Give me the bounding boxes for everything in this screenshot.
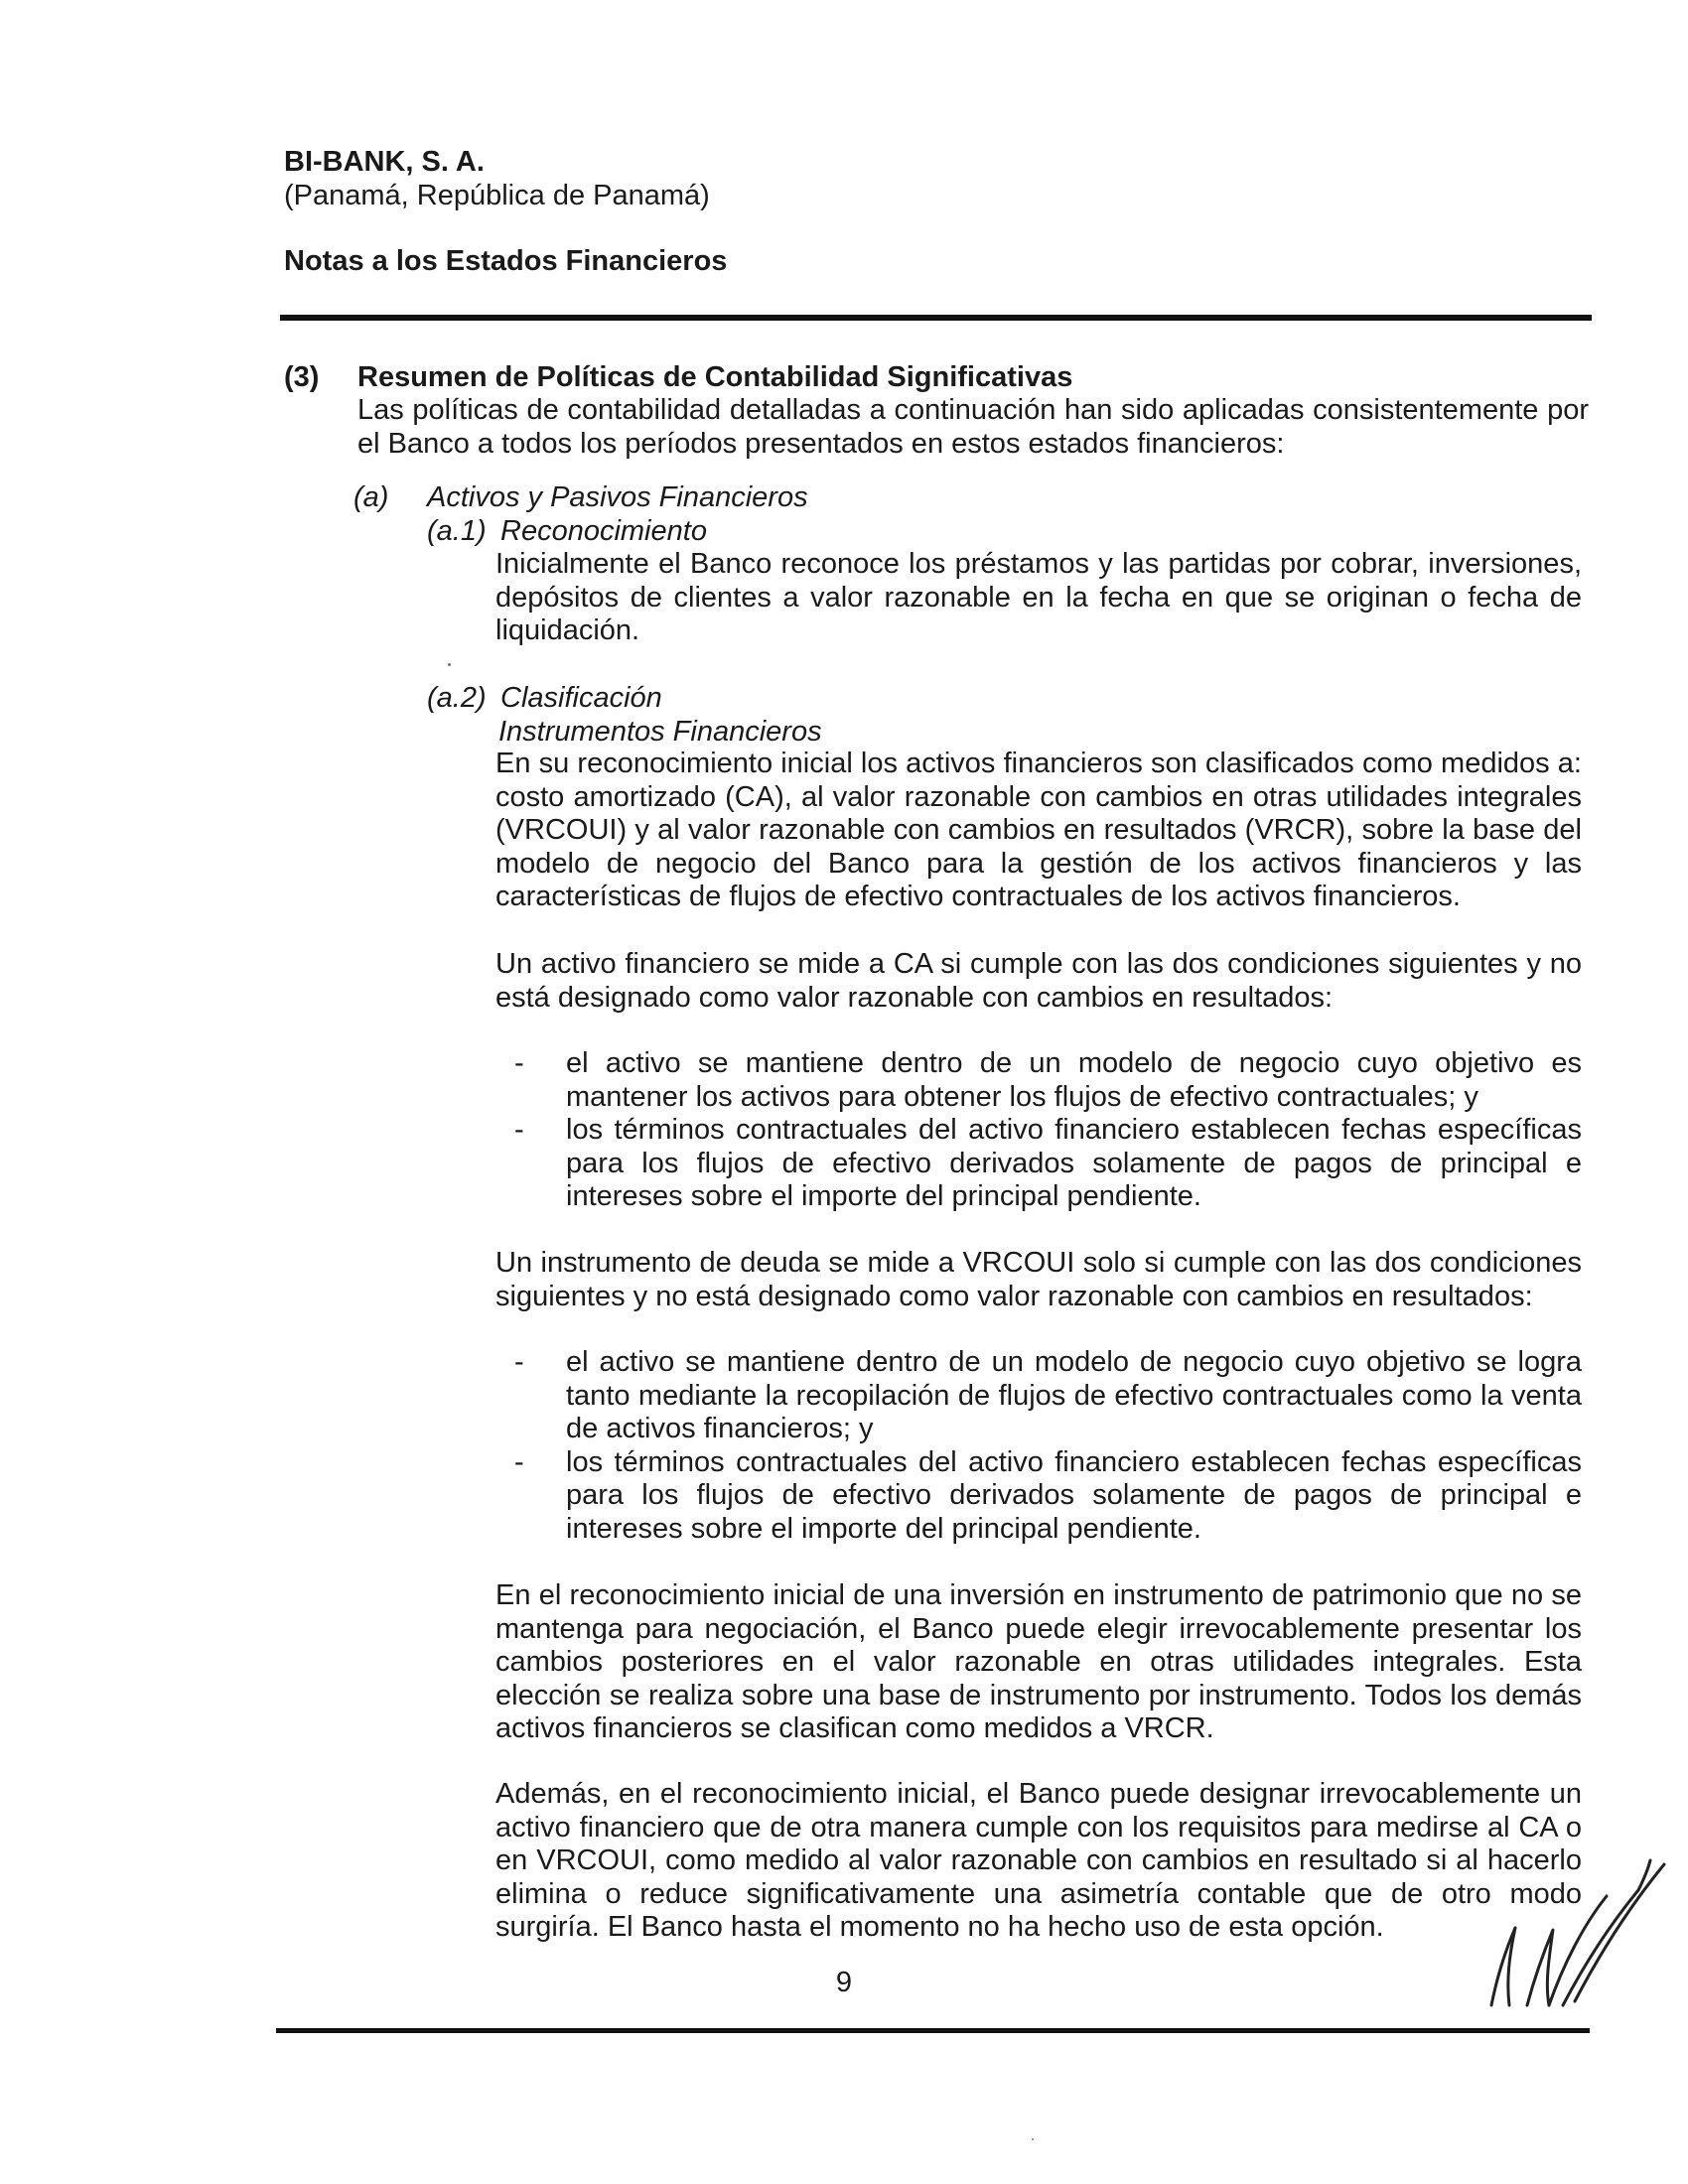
page-number: 9 <box>835 1967 853 1998</box>
header-divider <box>280 315 1592 321</box>
subsection-title: Activos y Pasivos Financieros <box>427 481 808 513</box>
subsection-letter: (a) <box>353 481 389 513</box>
a2-number: (a.2) <box>427 682 487 714</box>
note-intro-paragraph: Las políticas de contabilidad detalladas a continuación han sido aplicadas consistentemente por el Banco a todos los períodos presentados en estos estados financieros: <box>357 394 1589 460</box>
handwritten-signature <box>1479 1856 1678 2015</box>
scan-speck <box>1032 2138 1034 2140</box>
page-title: Notas a los Estados Financieros <box>284 245 728 277</box>
company-country: (Panamá, República de Panamá) <box>284 180 710 211</box>
list-item: - los términos contractuales del activo financiero establecen fechas específicas para los flujos de efectivo derivados solamente de pagos de principal e intereses sobre el importe del principal pendiente. <box>514 1446 1582 1547</box>
a2-paragraph-3: Un instrumento de deuda se mide a VRCOUI solo si cumple con las dos condiciones siguientes y no está designado como valor razonable con cambios en resultados: <box>495 1247 1582 1312</box>
note-title: Resumen de Políticas de Contabilidad Significativas <box>357 361 1073 393</box>
a1-paragraph: Inicialmente el Banco reconoce los préstamos y las partidas por cobrar, inversiones, depósitos de clientes a valor razonable en la fecha en que se originan o fecha de liquidación. <box>495 548 1582 646</box>
a2-paragraph-4: En el reconocimiento inicial de una inversión en instrumento de patrimonio que no se mantenga para negociación, el Banco puede elegir irrevocablemente presentar los cambios posteriores en el valor razonable en otras utilidades integrales. Esta elección se realiza sobre una base de instrumento por instrumento. Todos los demás activos financieros se clasifican como medidos a VRCR. <box>495 1579 1582 1744</box>
a2-list-1 <box>514 1047 1582 1214</box>
footer-divider <box>276 2028 1590 2033</box>
list-item: - los términos contractuales del activo financiero establecen fechas específicas para los flujos de efectivo derivados solamente de pagos de principal e intereses sobre el importe del principal pendiente. <box>514 1114 1582 1214</box>
note-number: (3) <box>284 361 320 393</box>
a2-paragraph-2: Un activo financiero se mide a CA si cumple con las dos condiciones siguientes y no está designado como valor razonable con cambios en resultados: <box>495 948 1582 1014</box>
list-item: - el activo se mantiene dentro de un modelo de negocio cuyo objetivo es mantener los activos para obtener los flujos de efectivo contractuales; y <box>514 1047 1582 1114</box>
a2-heading: Instrumentos Financieros <box>498 716 822 748</box>
list-item: - el activo se mantiene dentro de un modelo de negocio cuyo objetivo se logra tanto mediante la recopilación de flujos de efectivo contractuales como la venta de activos financieros; y <box>514 1346 1582 1446</box>
a2-title: Clasificación <box>500 682 662 714</box>
a2-list-2 <box>514 1346 1582 1546</box>
a2-paragraph-1: En su reconocimiento inicial los activos financieros son clasificados como medidos a: costo amortizado (CA), al valor razonable con cambios en otras utilidades integrales (VRCOUI) y al valor razonable con cambios en resultados (VRCR), sobre la base del modelo de negocio del Banco para la gestión de los activos financieros y las características de flujos de efectivo contractuales de los activos financieros. <box>495 748 1582 912</box>
company-name: BI-BANK, S. A. <box>284 146 485 178</box>
a1-number: (a.1) <box>427 515 487 547</box>
a2-paragraph-5: Además, en el reconocimiento inicial, el Banco puede designar irrevocablemente un activo financiero que de otra manera cumple con los requisitos para medirse al CA o en VRCOUI, como medido al valor razonable con cambios en resultado si al hacerlo elimina o reduce significativamente una asimetría contable que de otro modo surgiría. El Banco hasta el momento no ha hecho uso de esta opción. <box>495 1778 1582 1943</box>
a1-title: Reconocimiento <box>500 515 707 547</box>
scan-speck <box>448 663 451 666</box>
